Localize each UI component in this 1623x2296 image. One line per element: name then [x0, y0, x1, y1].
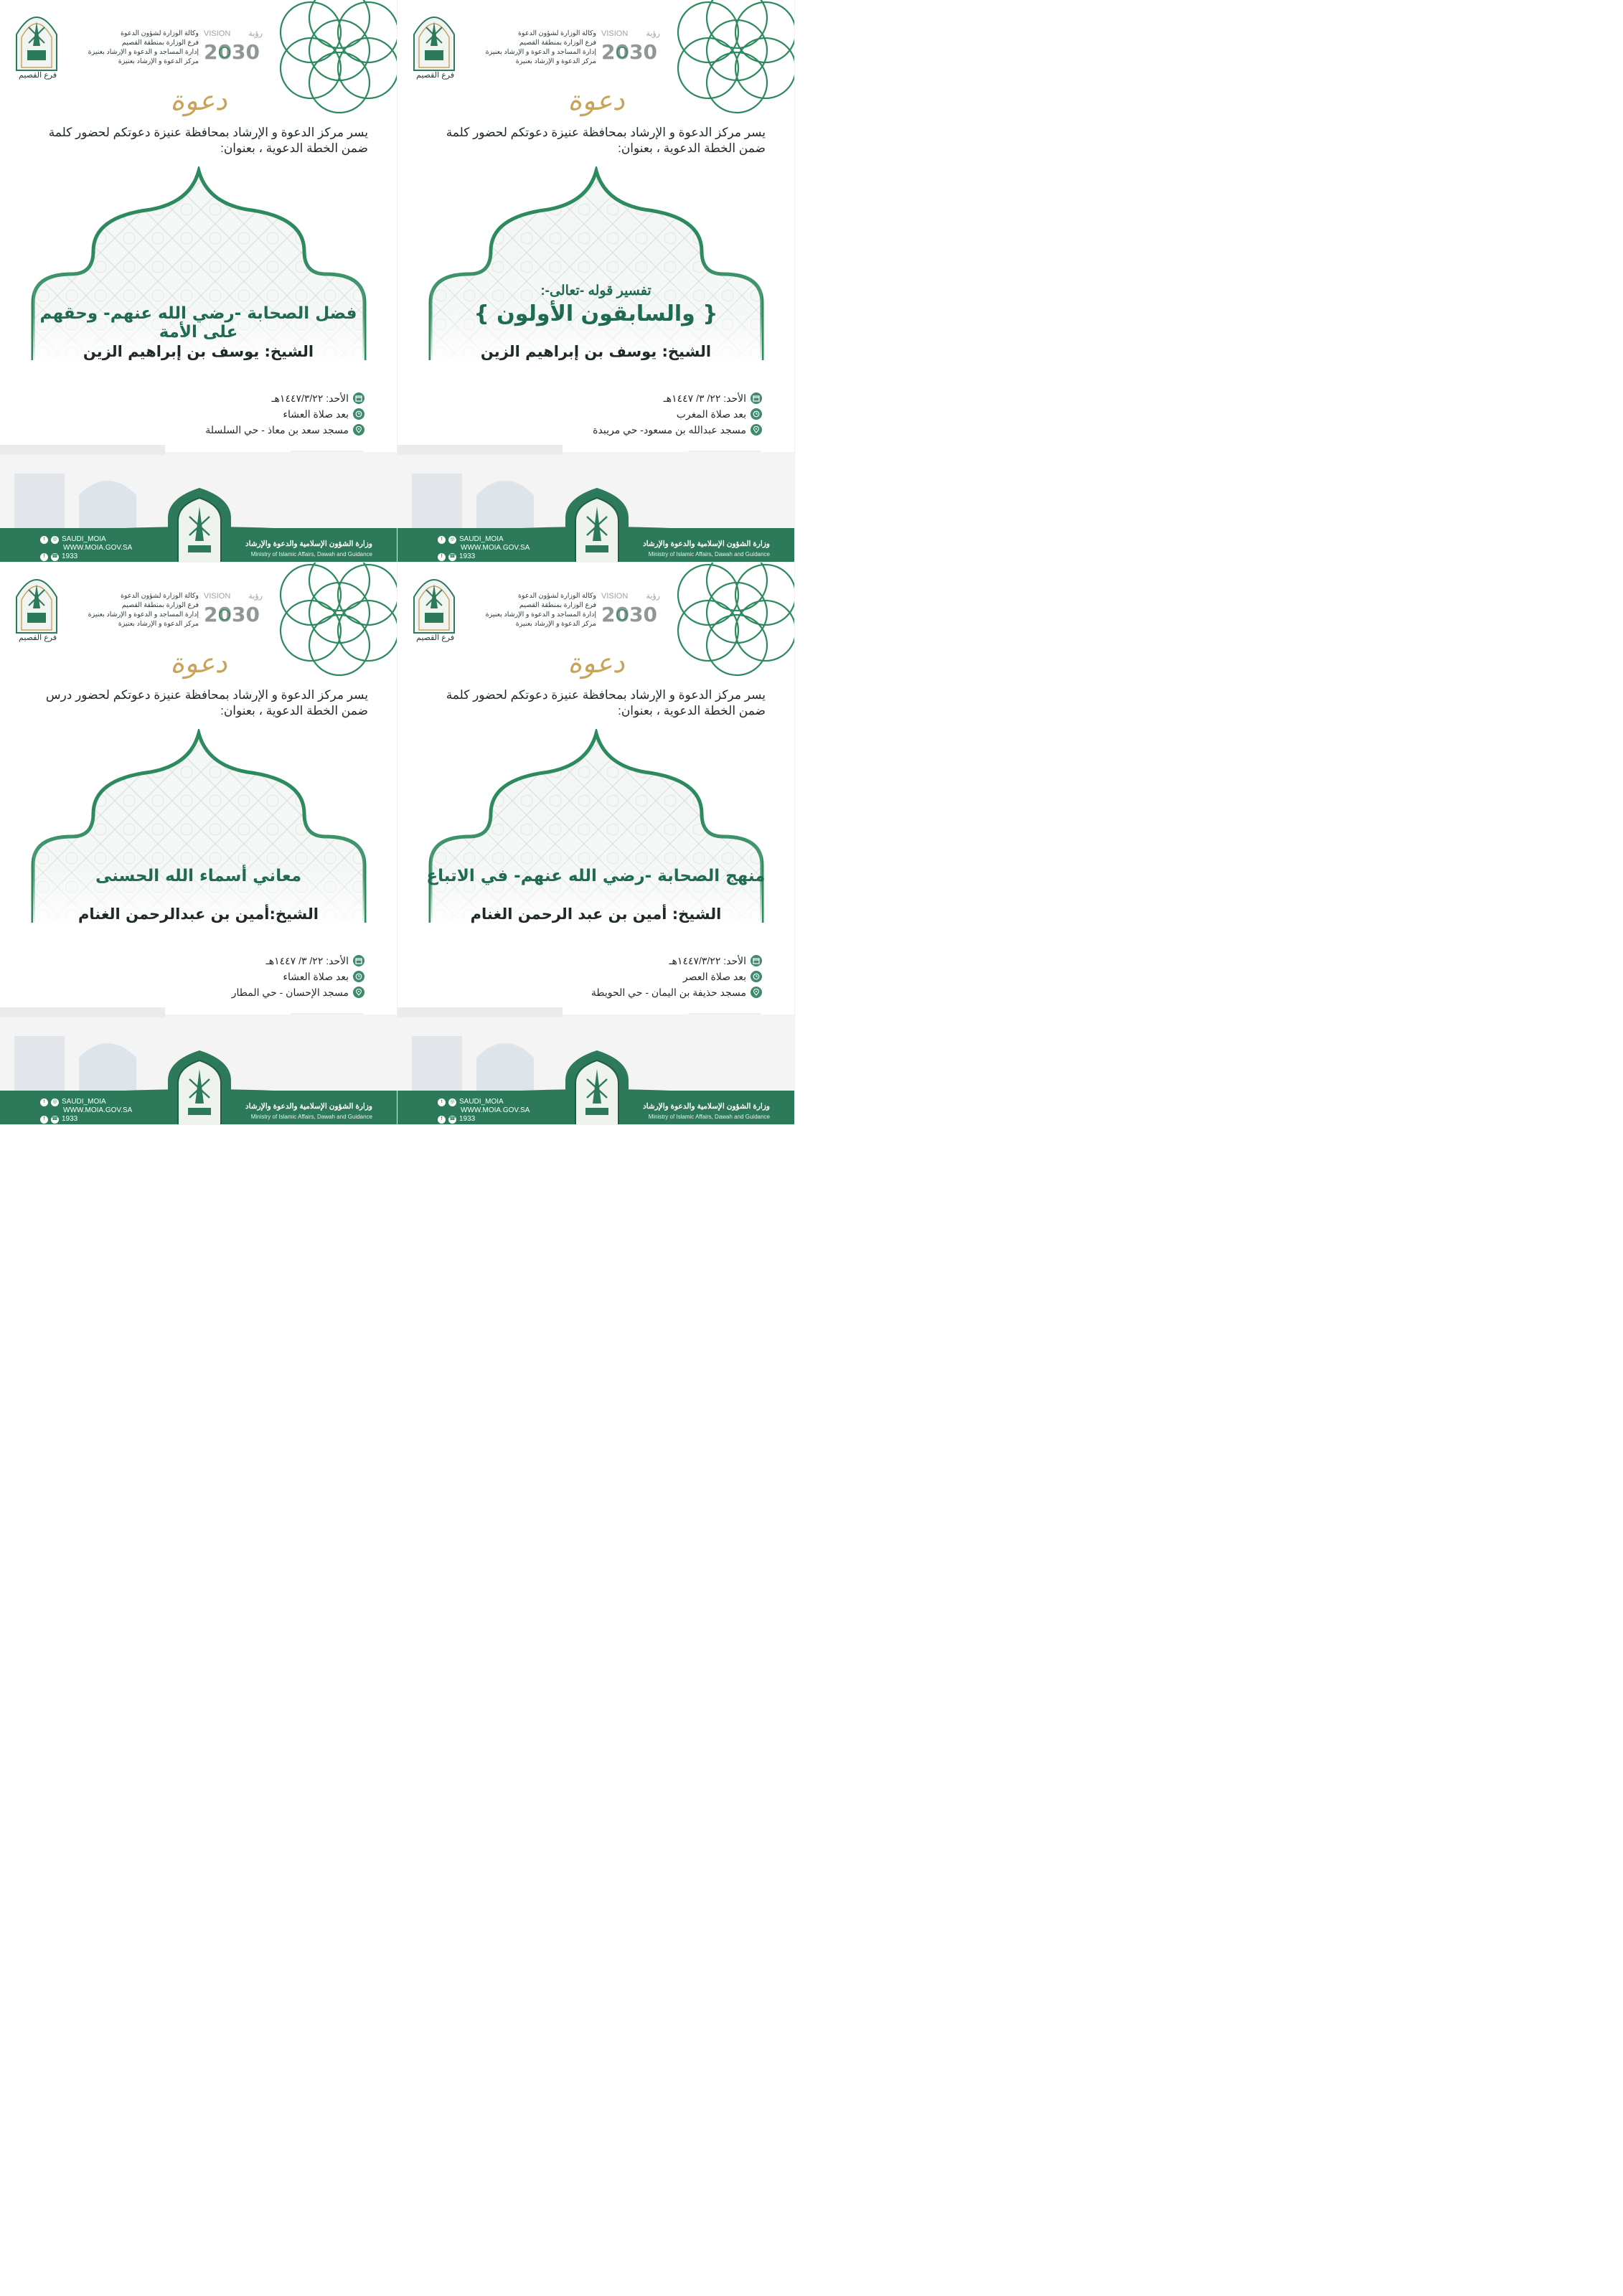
- ministry-name-ar: وزارة الشؤون الإسلامية والدعوة والإرشاد: [245, 1102, 372, 1111]
- dawah-calligraphy: دعوة: [568, 85, 625, 116]
- phone-icon: ☎: [448, 1116, 456, 1124]
- dawah-calligraphy: دعوة: [170, 85, 227, 116]
- agency-line: مركز الدعوة و الإرشاد بعنيزة: [118, 57, 199, 65]
- instagram-icon: ◎: [51, 1098, 59, 1106]
- svg-text:VISION: VISION: [204, 592, 231, 601]
- phone-text: 1933: [62, 1115, 78, 1123]
- website-text: WWW.MOIA.GOV.SA: [461, 544, 530, 552]
- agency-line: وكالة الوزارة لشؤون الدعوة: [120, 592, 199, 600]
- date-text: الأحد: ١٤٤٧/٣/٢٢هـ: [271, 392, 349, 404]
- svg-text:2030: 2030: [601, 603, 657, 626]
- svg-text:2030: 2030: [204, 40, 260, 64]
- facebook-icon: f: [438, 553, 446, 561]
- lecture-title: فضل الصحابة -رضي الله عنهم- وحقهم على الأمة: [39, 304, 357, 342]
- invitation-card: [0, 563, 397, 1125]
- calendar-icon: [751, 955, 762, 966]
- website-text: WWW.MOIA.GOV.SA: [63, 544, 133, 552]
- handle-line: [40, 535, 141, 544]
- handle-line: [438, 535, 538, 544]
- vision-2030-logo: [598, 26, 663, 72]
- mosque-gate-emblem: [561, 1048, 633, 1125]
- card-header: [13, 6, 271, 83]
- agency-line: وكالة الوزارة لشؤون الدعوة: [517, 29, 596, 37]
- date-text: الأحد: ٢٢/ ٣/ ١٤٤٧هـ: [663, 392, 746, 404]
- phone-icon: ☎: [51, 1116, 59, 1124]
- twitter-icon: t: [438, 1098, 446, 1106]
- handle-text: SAUDI_MOIA: [62, 535, 106, 543]
- location-text: مسجد سعد بن معاذ - حي السلسلة: [205, 423, 349, 436]
- invitation-intro: يسر مركز الدعوة و الإرشاد بمحافظة عنيزة دعوتكم لحضور كلمة ضمن الخطة الدعوية ، بعنوان:: [446, 688, 766, 718]
- phone-line: [40, 1115, 141, 1124]
- time-row: [560, 969, 762, 984]
- invitation-card: [397, 0, 795, 563]
- arch-frame: [426, 166, 766, 367]
- mosque-gate-emblem: [164, 1048, 235, 1125]
- agency-line: إدارة المساجد و الدعوة و الإرشاد بعنيزة: [485, 48, 596, 56]
- branch-label: فرع القصيم: [19, 71, 57, 80]
- facebook-icon: f: [40, 553, 48, 561]
- svg-text:2030: 2030: [601, 40, 657, 64]
- contact-block: [40, 1098, 141, 1124]
- location-row: [560, 984, 762, 1000]
- card-header: [410, 6, 669, 83]
- event-details: [162, 953, 364, 1000]
- agency-line: إدارة المساجد و الدعوة و الإرشاد بعنيزة: [485, 611, 596, 618]
- date-text: الأحد: ٢٢/ ٣/ ١٤٤٧هـ: [265, 954, 349, 966]
- phone-text: 1933: [459, 552, 476, 560]
- phone-line: [438, 552, 538, 561]
- ministry-name-en: Ministry of Islamic Affairs, Dawah and Guidance: [250, 1114, 372, 1120]
- invitation-intro: يسر مركز الدعوة و الإرشاد بمحافظة عنيزة دعوتكم لحضور درس ضمن الخطة الدعوية ، بعنوان:: [45, 688, 368, 718]
- site-line: [438, 1106, 538, 1115]
- calendar-icon: [353, 392, 364, 404]
- calendar-icon: [353, 955, 364, 966]
- ministry-emblem-icon: [13, 6, 60, 72]
- contact-block: [40, 535, 141, 561]
- invitation-card: [397, 563, 795, 1125]
- lecture-title: معاني أسماء الله الحسنى: [95, 867, 302, 885]
- agency-line: إدارة المساجد و الدعوة و الإرشاد بعنيزة: [88, 611, 199, 618]
- svg-text:VISION: VISION: [601, 29, 629, 38]
- handle-line: [40, 1098, 141, 1106]
- location-text: مسجد الإحسان - حي المطار: [231, 986, 349, 998]
- ministry-name-en: Ministry of Islamic Affairs, Dawah and Guidance: [250, 551, 372, 557]
- arch-frame: [29, 729, 369, 930]
- svg-text:VISION: VISION: [601, 592, 629, 601]
- svg-text:2030: 2030: [204, 603, 260, 626]
- instagram-icon: ◎: [448, 536, 456, 544]
- site-line: [40, 544, 141, 552]
- lecture-title: { والسابقون الأولون }: [474, 301, 718, 326]
- invitation-intro: يسر مركز الدعوة و الإرشاد بمحافظة عنيزة دعوتكم لحضور كلمة ضمن الخطة الدعوية ، بعنوان:: [48, 126, 368, 155]
- invitation-card: [0, 0, 397, 563]
- location-pin-icon: [353, 987, 364, 998]
- location-text: مسجد حذيفة بن اليمان - حي الحويطة: [591, 986, 746, 998]
- agency-line: إدارة المساجد و الدعوة و الإرشاد بعنيزة: [88, 48, 199, 56]
- clock-icon: [353, 408, 364, 420]
- time-text: بعد صلاة العشاء: [283, 408, 349, 420]
- event-details: [560, 953, 762, 1000]
- time-text: بعد صلاة العشاء: [283, 970, 349, 982]
- card-header: [13, 568, 271, 646]
- contact-block: [438, 535, 538, 561]
- agency-block: [66, 591, 199, 629]
- location-pin-icon: [751, 424, 762, 436]
- agency-line: فرع الوزارة بمنطقة القصيم: [121, 39, 199, 47]
- branch-label: فرع القصيم: [416, 71, 455, 80]
- agency-block: [464, 591, 596, 629]
- agency-line: مركز الدعوة و الإرشاد بعنيزة: [515, 57, 596, 65]
- svg-text:رؤية: رؤية: [248, 592, 263, 601]
- date-text: الأحد: ١٤٤٧/٣/٢٢هـ: [669, 954, 746, 966]
- handle-text: SAUDI_MOIA: [62, 1098, 106, 1106]
- agency-line: فرع الوزارة بمنطقة القصيم: [519, 601, 596, 609]
- time-row: [560, 406, 762, 422]
- phone-text: 1933: [62, 552, 78, 560]
- ministry-emblem-icon: [410, 6, 458, 72]
- branch-label: فرع القصيم: [19, 634, 57, 642]
- site-line: [438, 544, 538, 552]
- clock-icon: [751, 408, 762, 420]
- facebook-icon: f: [40, 1116, 48, 1124]
- location-pin-icon: [353, 424, 364, 436]
- clock-icon: [751, 971, 762, 982]
- ministry-name-ar: وزارة الشؤون الإسلامية والدعوة والإرشاد: [245, 540, 372, 548]
- location-row: [162, 422, 364, 438]
- mosque-gate-emblem: [561, 485, 633, 563]
- instagram-icon: ◎: [51, 536, 59, 544]
- vision-2030-logo: [201, 26, 265, 72]
- agency-block: [66, 29, 199, 66]
- contact-block: [438, 1098, 538, 1124]
- time-row: [162, 969, 364, 984]
- ministry-name-ar: وزارة الشؤون الإسلامية والدعوة والإرشاد: [643, 1102, 770, 1111]
- sheikh-name: الشيخ: أمين بن عبد الرحمن الغنام: [470, 905, 722, 923]
- ministry-emblem-icon: [410, 568, 458, 634]
- invitation-sheet: [0, 0, 795, 1125]
- location-row: [560, 422, 762, 438]
- agency-line: مركز الدعوة و الإرشاد بعنيزة: [118, 620, 199, 628]
- sheikh-name: الشيخ:أمين بن عبدالرحمن الغنام: [77, 905, 319, 923]
- mosque-gate-emblem: [164, 485, 235, 563]
- svg-text:رؤية: رؤية: [646, 29, 660, 38]
- time-row: [162, 406, 364, 422]
- ministry-name-en: Ministry of Islamic Affairs, Dawah and Guidance: [648, 551, 770, 557]
- agency-line: مركز الدعوة و الإرشاد بعنيزة: [515, 620, 596, 628]
- handle-text: SAUDI_MOIA: [459, 1098, 504, 1106]
- phone-text: 1933: [459, 1115, 476, 1123]
- dawah-calligraphy: دعوة: [170, 647, 227, 679]
- event-details: [162, 390, 364, 438]
- svg-text:رؤية: رؤية: [646, 592, 660, 601]
- time-text: بعد صلاة المغرب: [676, 408, 746, 420]
- twitter-icon: t: [40, 1098, 48, 1106]
- vision-2030-logo: [598, 588, 663, 634]
- location-row: [162, 984, 364, 1000]
- phone-icon: ☎: [51, 553, 59, 561]
- date-row: [162, 390, 364, 406]
- arch-frame: [426, 729, 766, 930]
- event-details: [560, 390, 762, 438]
- phone-line: [40, 552, 141, 561]
- agency-line: وكالة الوزارة لشؤون الدعوة: [517, 592, 596, 600]
- date-row: [560, 953, 762, 969]
- handle-text: SAUDI_MOIA: [459, 535, 504, 543]
- site-line: [40, 1106, 141, 1115]
- sheikh-name: الشيخ: يوسف بن إبراهيم الزين: [480, 343, 712, 360]
- ministry-name-ar: وزارة الشؤون الإسلامية والدعوة والإرشاد: [643, 540, 770, 548]
- instagram-icon: ◎: [448, 1098, 456, 1106]
- phone-line: [438, 1115, 538, 1124]
- agency-block: [464, 29, 596, 66]
- time-text: بعد صلاة العصر: [682, 970, 746, 982]
- website-text: WWW.MOIA.GOV.SA: [461, 1106, 530, 1114]
- phone-icon: ☎: [448, 553, 456, 561]
- branch-label: فرع القصيم: [416, 634, 455, 642]
- ministry-emblem-icon: [13, 568, 60, 634]
- sheikh-name: الشيخ: يوسف بن إبراهيم الزين: [83, 343, 314, 360]
- dawah-calligraphy: دعوة: [568, 647, 625, 679]
- twitter-icon: t: [438, 536, 446, 544]
- agency-line: وكالة الوزارة لشؤون الدعوة: [120, 29, 199, 37]
- clock-icon: [353, 971, 364, 982]
- twitter-icon: t: [40, 536, 48, 544]
- card-header: [410, 568, 669, 646]
- ministry-name-en: Ministry of Islamic Affairs, Dawah and Guidance: [648, 1114, 770, 1120]
- location-text: مسجد عبدالله بن مسعود- حي مريبدة: [593, 423, 746, 436]
- date-row: [162, 953, 364, 969]
- calendar-icon: [751, 392, 762, 404]
- location-pin-icon: [751, 987, 762, 998]
- date-row: [560, 390, 762, 406]
- lecture-title: منهج الصحابة -رضي الله عنهم- في الاتباع: [426, 867, 766, 885]
- website-text: WWW.MOIA.GOV.SA: [63, 1106, 133, 1114]
- svg-text:VISION: VISION: [204, 29, 231, 38]
- invitation-intro: يسر مركز الدعوة و الإرشاد بمحافظة عنيزة دعوتكم لحضور كلمة ضمن الخطة الدعوية ، بعنوان:: [446, 126, 766, 155]
- agency-line: فرع الوزارة بمنطقة القصيم: [519, 39, 596, 47]
- svg-text:رؤية: رؤية: [248, 29, 263, 38]
- handle-line: [438, 1098, 538, 1106]
- pre-title: تفسير قوله -تعالى-:: [540, 283, 651, 298]
- facebook-icon: f: [438, 1116, 446, 1124]
- agency-line: فرع الوزارة بمنطقة القصيم: [121, 601, 199, 609]
- vision-2030-logo: [201, 588, 265, 634]
